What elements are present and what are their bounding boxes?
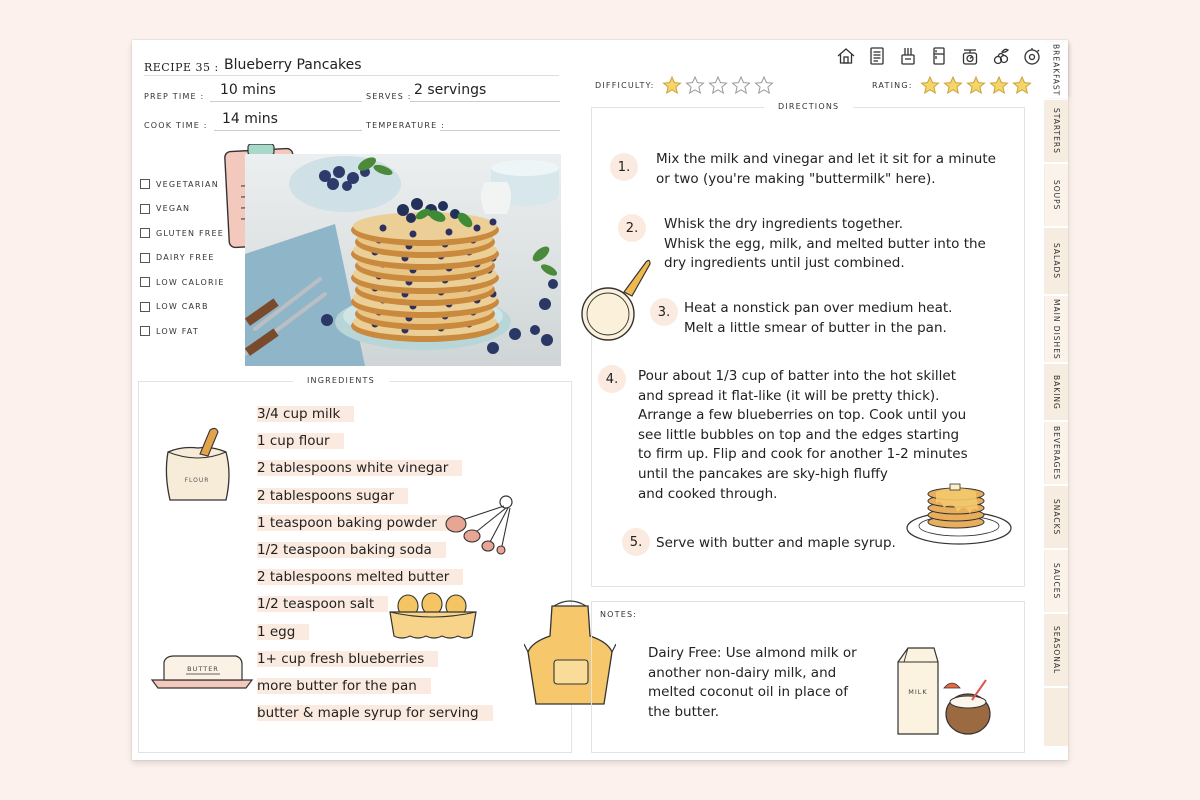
tab-label: BAKING [1052,374,1061,410]
checkbox[interactable] [140,253,150,263]
ingredient-list [257,404,493,730]
ingredient-text: 2 tablespoons white vinegar [257,460,462,476]
rating-star-icon[interactable] [1012,76,1032,94]
recipe-number: RECIPE 35 : [144,61,219,74]
step-line: Melt a little smear of butter in the pan. [684,319,947,336]
checkbox[interactable] [140,326,150,336]
rating-star-icon[interactable] [966,76,986,94]
step-number: 2. [618,214,646,242]
ingredients-title: INGREDIENTS [293,376,389,385]
ingredient-text: butter & maple syrup for serving [257,705,493,721]
step-number: 3. [650,298,678,326]
step-number: 5. [622,528,650,556]
notes-line: melted coconut oil in place of [648,684,849,701]
step-line: Mix the milk and vinegar and let it sit for a minute [656,151,996,167]
serves-value: 2 servings [414,82,487,98]
recipe-book-icon[interactable] [867,46,887,66]
fridge-icon[interactable] [929,46,949,66]
diet-options [140,172,225,344]
cook-time-field[interactable] [144,113,362,131]
step-line: Serve with butter and maple syrup. [656,535,896,551]
step-line: and cooked through. [638,485,778,502]
step-line: until the pancakes are sky-high fluffy [638,465,888,482]
tab-main-dishes[interactable] [1044,296,1068,362]
serves-field[interactable] [366,84,560,102]
recipe-title-row [144,58,559,76]
checkbox[interactable] [140,228,150,238]
diet-option-label: LOW CARB [156,302,209,312]
diet-option[interactable] [140,172,225,197]
tab-sauces[interactable] [1044,550,1068,612]
ingredient-text: 2 tablespoons melted butter [257,569,463,585]
butter-label: BUTTER [187,665,219,673]
top-nav-icons [836,46,1042,66]
diet-option[interactable] [140,319,225,344]
tab-label: SEASONAL [1052,625,1061,675]
frying-pan-doodle [580,256,652,342]
timer-icon[interactable] [1022,46,1042,66]
tab-soups[interactable] [1044,164,1068,226]
difficulty-star-icon[interactable] [662,76,682,94]
diet-option-label: DAIRY FREE [156,253,215,263]
diet-option[interactable] [140,270,225,295]
tab-label: SALADS [1052,242,1061,280]
diet-option-label: GLUTEN FREE [156,228,225,238]
notes-text [648,644,888,722]
rating-star-icon[interactable] [920,76,940,94]
difficulty-rating [595,76,774,94]
checkbox[interactable] [140,204,150,214]
ingredient-text: 2 tablespoons sugar [257,488,408,504]
home-icon[interactable] [836,46,856,66]
rating-label: RATING: [872,80,913,90]
tab-seasonal[interactable] [1044,614,1068,686]
checkbox[interactable] [140,302,150,312]
fruit-icon[interactable] [991,46,1011,66]
ingredient-item [257,567,493,594]
tab-snacks[interactable] [1044,486,1068,548]
diet-option[interactable] [140,197,225,222]
tab-beverages[interactable] [1044,422,1068,484]
difficulty-star-icon[interactable] [731,76,751,94]
temperature-label: TEMPERATURE : [366,121,446,130]
rating-stars[interactable] [917,76,1032,94]
egg-carton-doodle [388,592,478,642]
ingredient-text: 1/2 teaspoon salt [257,596,388,612]
ingredient-item [257,649,493,676]
overall-rating [872,76,1032,94]
prep-time-label: PREP TIME : [144,92,205,101]
flour-bag-doodle [162,424,234,504]
ingredient-text: 1/2 teaspoon baking soda [257,542,446,558]
prep-time-field[interactable] [144,84,362,102]
category-tabs [1044,42,1068,746]
diet-option-label: VEGAN [156,204,191,214]
diet-option-label: LOW CALORIE [156,277,225,287]
ingredient-item [257,431,493,458]
rating-star-icon[interactable] [943,76,963,94]
temperature-field[interactable] [366,113,560,131]
step-number: 4. [598,365,626,393]
step-line: or two (you're making "buttermilk" here). [656,170,936,187]
step-line: Arrange a few blueberries on top. Cook until you [638,407,967,424]
tab-label: SOUPS [1052,179,1061,211]
notes-line: Dairy Free: Use almond milk or [648,645,857,661]
ingredient-text: 1 teaspoon baking powder [257,515,451,531]
step-line: Whisk the dry ingredients together. [664,216,904,232]
flour-label: FLOUR [184,477,210,484]
tab-label: SNACKS [1052,498,1061,536]
measuring-spoons-doodle [444,492,520,556]
recipe-name-field[interactable]: Blueberry Pancakes [224,57,362,73]
step-line: dry ingredients until just combined. [664,255,905,272]
ingredient-text: 1 cup flour [257,433,344,449]
step-text [656,150,996,189]
tab-starters[interactable] [1044,100,1068,162]
checkbox[interactable] [140,179,150,189]
step-line: Whisk the egg, milk, and melted butter into the [664,235,986,252]
cook-time-value: 14 mins [222,111,278,127]
diet-option-label: LOW FAT [156,326,199,336]
difficulty-star-icon[interactable] [754,76,774,94]
tab-label: BREAKFAST [1051,43,1061,97]
step-text [684,299,952,338]
butter-dish-doodle [150,652,254,692]
tab-breakfast[interactable] [1044,42,1068,98]
difficulty-stars[interactable] [659,76,774,94]
kitchen-scale-icon[interactable] [960,46,980,66]
ingredient-text: 3/4 cup milk [257,406,354,422]
pancake-stack-doodle [904,482,1014,548]
difficulty-star-icon[interactable] [685,76,705,94]
diet-option[interactable] [140,221,225,246]
cook-time-label: COOK TIME : [144,121,208,130]
ingredient-text: more butter for the pan [257,678,431,694]
step-number: 1. [610,153,638,181]
notes-line: another non-dairy milk, and [648,664,837,681]
difficulty-star-icon[interactable] [708,76,728,94]
step-text [656,534,896,554]
notes-line: the butter. [648,703,720,720]
milk-coconut-doodle [894,644,998,736]
directions-title: DIRECTIONS [764,102,853,111]
difficulty-label: DIFFICULTY: [595,80,655,90]
ingredient-item [257,703,493,730]
tab-label: MAIN DISHES [1052,298,1061,360]
ingredient-item [257,676,493,703]
tab-label: BEVERAGES [1052,426,1061,480]
step-text [664,215,986,274]
serves-label: SERVES : [366,92,412,101]
diet-option[interactable] [140,246,225,271]
tab-label: STARTERS [1052,108,1061,154]
tab-empty [1044,688,1068,746]
utensils-icon[interactable] [898,46,918,66]
checkbox[interactable] [140,277,150,287]
tab-salads[interactable] [1044,228,1068,294]
step-line: see little bubbles on top and the edges starting [638,426,960,443]
diet-option[interactable] [140,295,225,320]
step-line: Heat a nonstick pan over medium heat. [684,300,953,316]
tab-baking[interactable] [1044,364,1068,420]
rating-star-icon[interactable] [989,76,1009,94]
ingredient-text: 1+ cup fresh blueberries [257,651,438,667]
recipe-page [132,40,1068,760]
ingredient-item [257,404,493,431]
prep-time-value: 10 mins [220,82,276,98]
step-line: and spread it flat-like (it will be pretty thick). [638,387,940,404]
milk-label: MILK [908,688,928,696]
diet-option-label: VEGETARIAN [156,179,219,189]
ingredient-text: 1 egg [257,624,309,640]
step-line: Pour about 1/3 cup of batter into the hot skillet [638,368,956,384]
tab-label: SAUCES [1052,562,1061,600]
notes-label: NOTES: [600,610,638,619]
step-line: to firm up. Flip and cook for another 1-2 minutes [638,446,968,463]
ingredient-item [257,458,493,485]
recipe-photo[interactable] [245,154,561,366]
